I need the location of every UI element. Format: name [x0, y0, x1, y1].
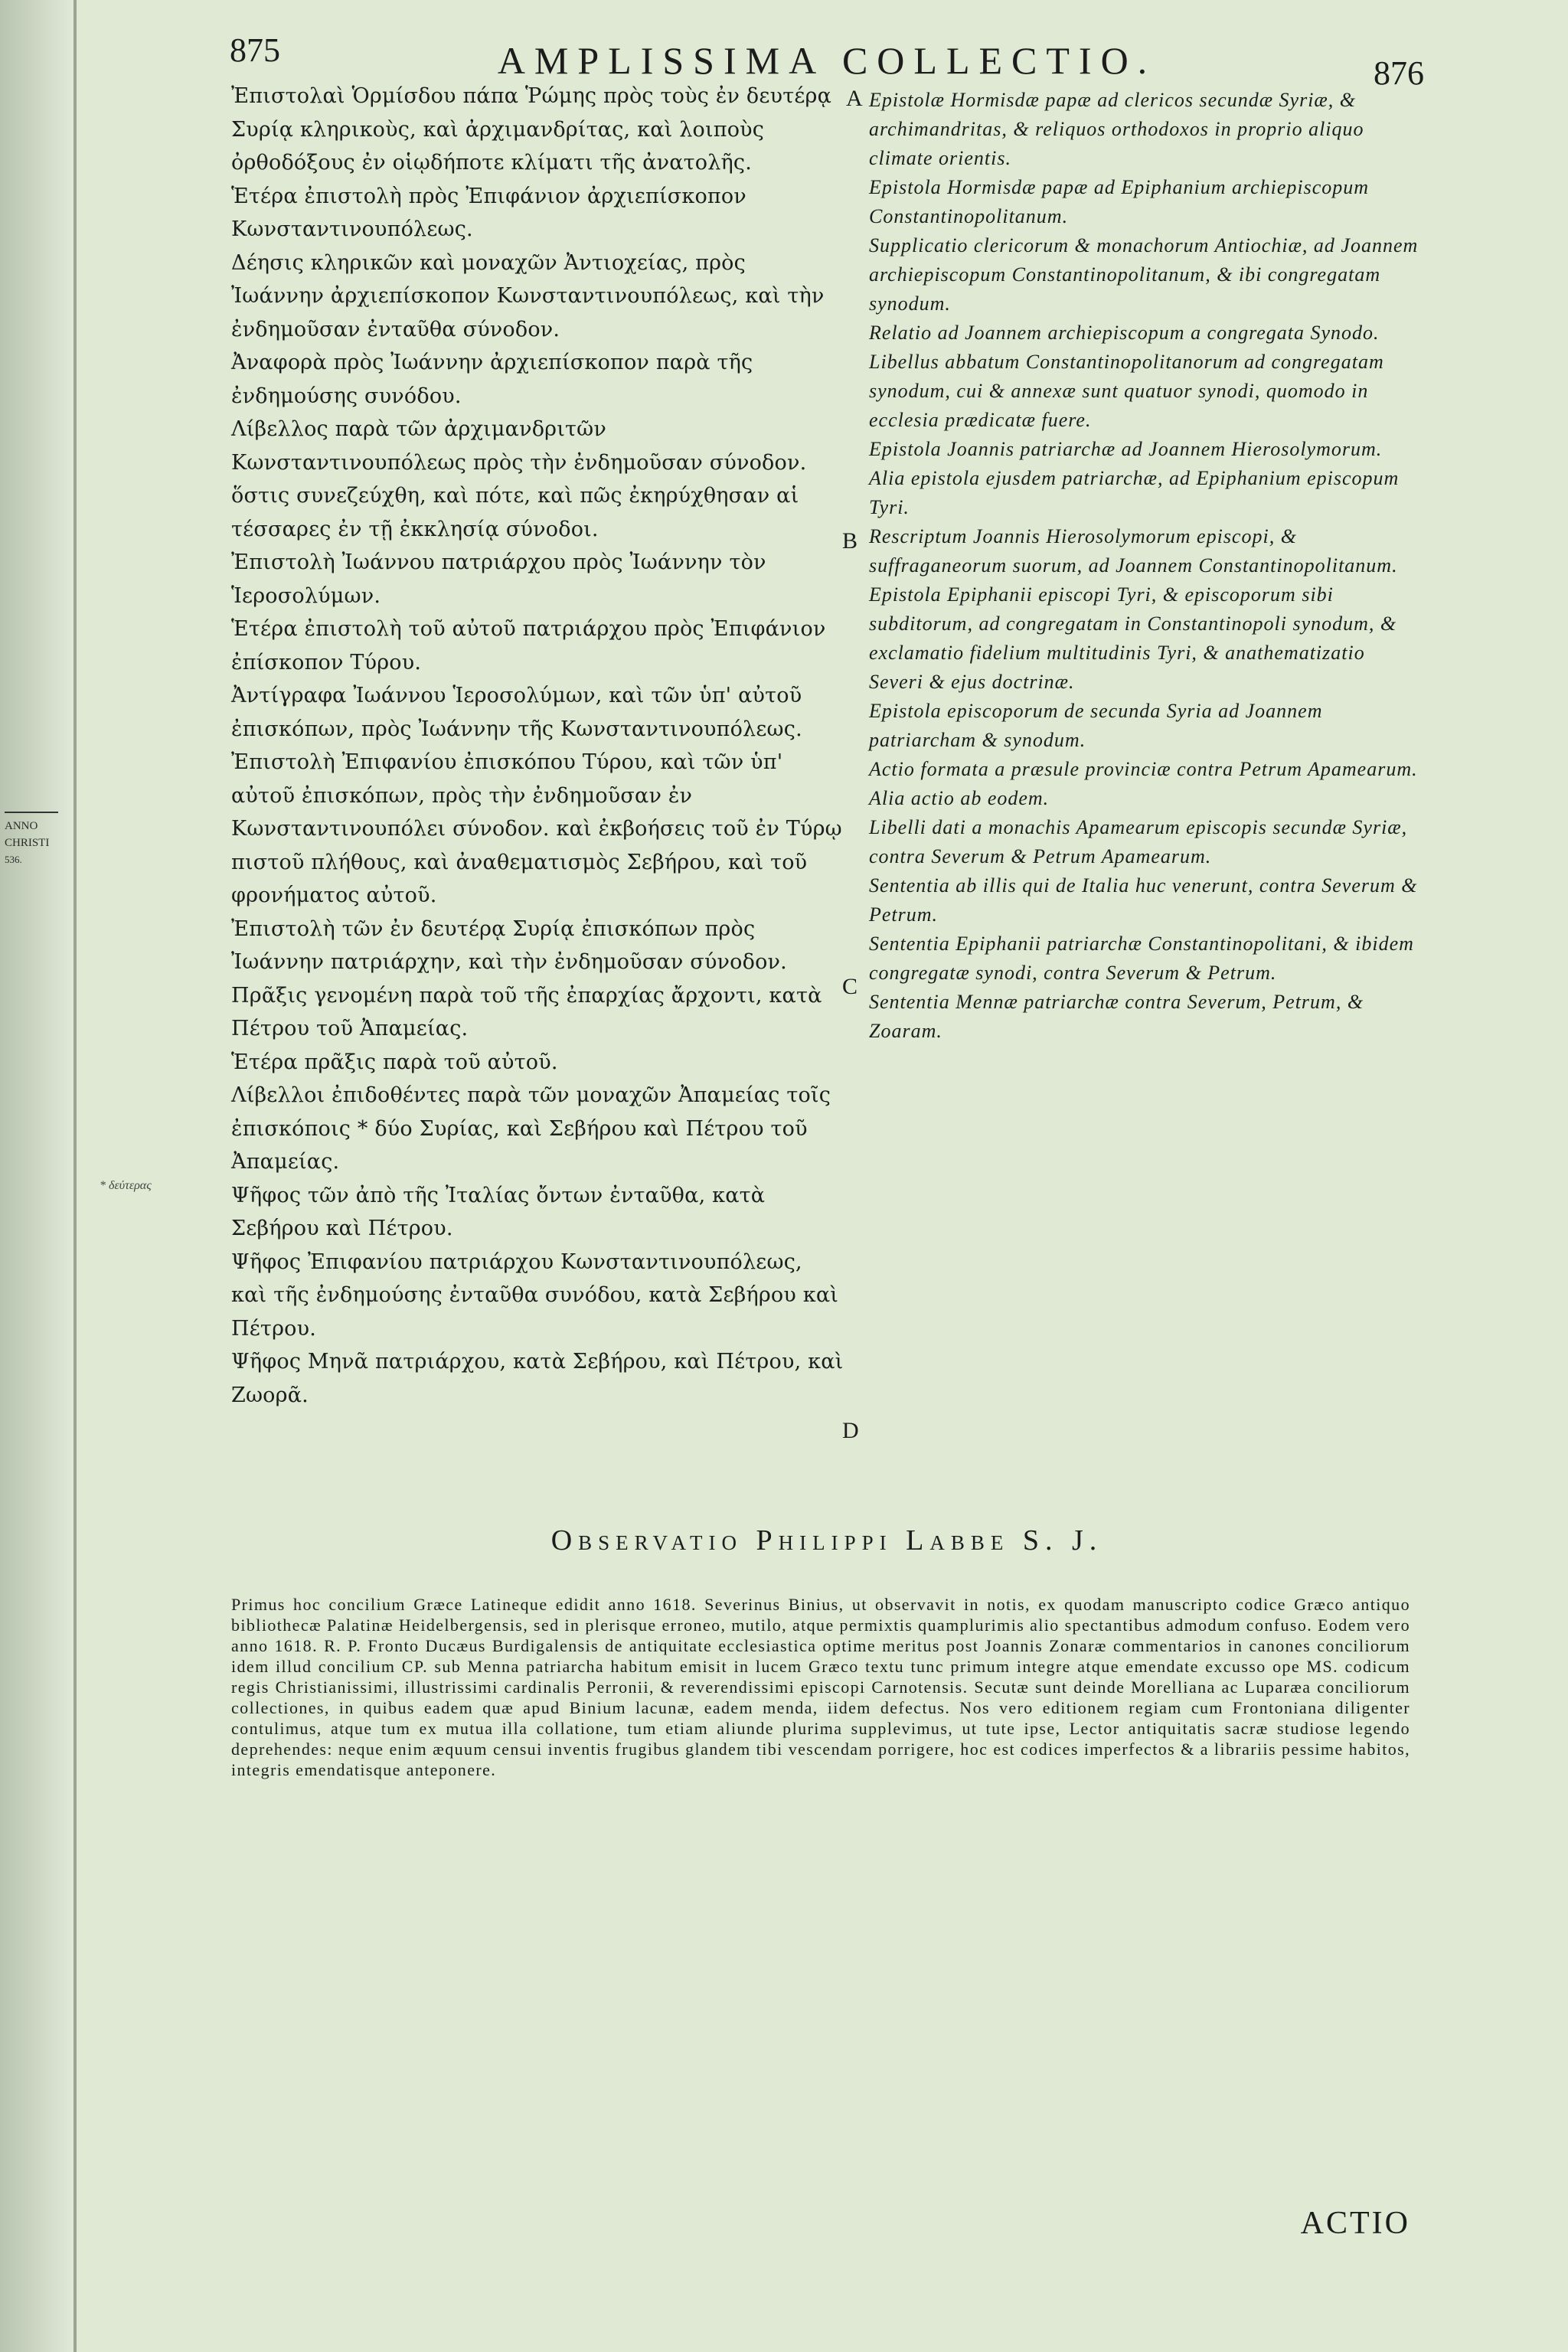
greek-entry: Λίβελλοι ἐπιδοθέντες παρὰ τῶν μοναχῶν Ἀπαμείας τοῖς ἐπισκόποις * δύο Συρίας, καὶ Σεβήρου καὶ Πέτρου τοῦ Ἀπαμείας. [231, 1083, 831, 1174]
latin-entry: Supplicatio clericorum & monachorum Antiochiæ, ad Joannem archiepiscopum Constantinopolitanum, & ibi congregatam synodum. [869, 234, 1419, 315]
anno-rule [5, 812, 58, 813]
latin-entry: Libelli dati a monachis Apamearum episcopis secundæ Syriæ, contra Severum & Petrum Apamearum. [869, 816, 1408, 867]
greek-entry: Πρᾶξις γενομένη παρὰ τοῦ τῆς ἐπαρχίας ἄρχοντι, κατὰ Πέτρου τοῦ Ἀπαμείας. [231, 983, 822, 1040]
latin-entry: Alia actio ab eodem. [869, 787, 1050, 809]
greek-entry: Ἐπιστολὴ Ἰωάννου πατριάρχου πρὸς Ἰωάννην τὸν Ἱεροσολύμων. [231, 550, 766, 608]
observatio-heading: Observatio Philippi Labbe S. J. [550, 1524, 1103, 1557]
book-gutter [0, 0, 77, 2352]
latin-entry: Epistola Joannis patriarchæ ad Joannem Hierosolymorum. [869, 438, 1383, 460]
latin-entry: Sententia Epiphanii patriarchæ Constantinopolitani, & ibidem congregatæ synodi, contra Severum & Petrum. [869, 933, 1414, 984]
latin-entry: Sententia ab illis qui de Italia huc venerunt, contra Severum & Petrum. [869, 874, 1418, 926]
greek-entry: Ἑτέρα ἐπιστολὴ τοῦ αὐτοῦ πατριάρχου πρὸς Ἐπιφάνιον ἐπίσκοπον Τύρου. [231, 617, 826, 675]
page-number-right: 876 [1374, 54, 1424, 92]
anno-christi-margin [5, 812, 66, 868]
greek-entry: Ἑτέρα ἐπιστολὴ πρὸς Ἐπιφάνιον ἀρχιεπίσκοπον Κωνσταντινουπόλεως. [231, 184, 746, 241]
greek-entry: Ψῆφος Ἐπιφανίου πατριάρχου Κωνσταντινουπόλεως, καὶ τῆς ἐνδημούσης ἐνταῦθα συνόδου, κατὰ Σεβήρου καὶ Πέτρου. [231, 1250, 839, 1341]
observatio-text: Primus hoc concilium Græce Latineque edidit anno 1618. Severinus Binius, ut observavit in notis, ex quodam manuscripto codice Græco antiquo bibliothecæ Palatinæ Heidelbergensis, sed in plerisque erroneo, mutilo, atque permixtis quamplurimis alio spectantibus admodum confuso. Eodem vero anno 1618. R. P. Fronto Ducæus Burdigalensis de antiquitate ecclesiastica optime meritus post Joannis Zonaræ commentarios in canones conciliorum idem illud concilium CP. sub Menna patriarcha habitum emisit in lucem Græco textu tunc primum integre atque emendate excusso ope MS. codicum regis Christianissimi, illustrissimi cardinalis Perronii, & reverendissimi episcopi Carnotensis. Secutæ sunt deinde Morelliana ac Luparæa conciliorum collectiones, in quibus eadem quæ apud Binium lacunæ, eadem menda, iidem defectus. Nos vero editionem regiam cum Frontoniana diligenter contulimus, atque tum ex mutua illa collatione, tum etiam aliunde plurima supplevimus, ut tute ipse, Lector antiquitatis sacræ studiose legendo deprehendes: neque enim æquum censui inventis frugibus glandem tibi vescendam porrigere, hoc est codices imperfectos & a librariis pessime habitos, integris emendatisque anteponere. [231, 1595, 1410, 1779]
section-marker-a: A [846, 86, 863, 111]
latin-column [869, 86, 1420, 1046]
latin-entry: Actio formata a præsule provinciæ contra Petrum Apamearum. [869, 758, 1418, 780]
greek-entry: Ἐπιστολὴ τῶν ἐν δευτέρᾳ Συρίᾳ ἐπισκόπων πρὸς Ἰωάννην πατριάρχην, καὶ τὴν ἐνδημοῦσαν σύνοδον. [231, 916, 787, 974]
latin-entry: Alia epistola ejusdem patriarchæ, ad Epiphanium episcopum Tyri. [869, 467, 1400, 518]
latin-entry: Epistola Hormisdæ papæ ad Epiphanium archiepiscopum Constantinopolitanum. [869, 176, 1370, 227]
greek-column [231, 80, 844, 1412]
anno-label: ANNO CHRISTI [5, 820, 50, 849]
anno-value: 536. [5, 854, 22, 865]
greek-entry: Ψῆφος Μηνᾶ πατριάρχου, κατὰ Σεβήρου, καὶ Πέτρου, καὶ Ζωορᾶ. [231, 1350, 844, 1407]
latin-entry: Epistola Epiphanii episcopi Tyri, & episcoporum sibi subditorum, ad congregatam in Constantinopoli synodum, & exclamatio fidelium multitudinis Tyri, & anathematizatio Severi & ejus doctrinæ. [869, 583, 1397, 693]
latin-entry: Sententia Mennæ patriarchæ contra Severum, Petrum, & Zoaram. [869, 991, 1364, 1042]
greek-entry: Λίβελλος παρὰ τῶν ἀρχιμανδριτῶν Κωνσταντινουπόλεως πρὸς τὴν ἐνδημοῦσαν σύνοδον. ὅστις συνεζεύχθη, καὶ πότε, καὶ πῶς ἐκηρύχθησαν αἱ τέσσαρες ἐν τῇ ἐκκλησίᾳ σύνοδοι. [231, 417, 807, 541]
page-number-left: 875 [230, 31, 280, 69]
latin-entry: Epistolæ Hormisdæ papæ ad clericos secundæ Syriæ, & archimandritas, & reliquos orthodoxos in proprio aliquo climate orientis. [869, 89, 1364, 169]
greek-entry: Ἀναφορὰ πρὸς Ἰωάννην ἀρχιεπίσκοπον παρὰ τῆς ἐνδημούσης συνόδου. [231, 351, 753, 408]
greek-entry: Δέησις κληρικῶν καὶ μοναχῶν Ἀντιοχείας, πρὸς Ἰωάννην ἀρχιεπίσκοπον Κωνσταντινουπόλεως, καὶ τὴν ἐνδημοῦσαν ἐνταῦθα σύνοδον. [231, 250, 825, 341]
greek-entry: Ἐπιστολὴ Ἐπιφανίου ἐπισκόπου Τύρου, καὶ τῶν ὑπ' αὐτοῦ ἐπισκόπων, πρὸς τὴν ἐνδημοῦσαν ἐν Κωνσταντινουπόλει σύνοδον. καὶ ἐκβοήσεις τοῦ ἐν Τύρῳ πιστοῦ πλήθους, καὶ ἀναθεματισμὸς Σεβήρου, καὶ τοῦ φρονήματος αὐτοῦ. [231, 750, 842, 907]
greek-entry: Ἀντίγραφα Ἰωάννου Ἱεροσολύμων, καὶ τῶν ὑπ' αὐτοῦ ἐπισκόπων, πρὸς Ἰωάννην τῆς Κωνσταντινουπόλεως. [231, 684, 802, 741]
section-marker-d: D [842, 1418, 859, 1443]
greek-entry: Ἑτέρα πρᾶξις παρὰ τοῦ αὐτοῦ. [231, 1050, 558, 1074]
greek-entry: Ἐπιστολαὶ Ὁρμίσδου πάπα Ῥώμης πρὸς τοὺς ἐν δευτέρᾳ Συρίᾳ κληρικοὺς, καὶ ἀρχιμανδρίτας, καὶ λοιποὺς ὀρθοδόξους ἐν οἱῳδήποτε κλίματι τῆς ἀνατολῆς. [231, 84, 832, 175]
running-title: AMPLISSIMA COLLECTIO. [497, 39, 1157, 82]
latin-entry: Relatio ad Joannem archiepiscopum a congregata Synodo. [869, 322, 1380, 344]
section-marker-b: B [842, 528, 858, 554]
latin-entry: Epistola episcoporum de secunda Syria ad Joannem patriarcham & synodum. [869, 700, 1323, 751]
margin-note: * δεύτερας [100, 1179, 152, 1192]
latin-entry: Rescriptum Joannis Hierosolymorum episcopi, & suffraganeorum suorum, ad Joannem Constantinopolitanum. [869, 525, 1398, 577]
greek-entry: Ψῆφος τῶν ἀπὸ τῆς Ἰταλίας ὄντων ἐνταῦθα, κατὰ Σεβήρου καὶ Πέτρου. [231, 1183, 766, 1240]
section-marker-c: C [842, 974, 858, 999]
latin-entry: Libellus abbatum Constantinopolitanorum ad congregatam synodum, cui & annexæ sunt quatuor synodi, quomodo in ecclesia prædicatæ fuere. [869, 351, 1384, 431]
gutter-edge [74, 0, 77, 2352]
catchword: ACTIO [1300, 2206, 1410, 2241]
